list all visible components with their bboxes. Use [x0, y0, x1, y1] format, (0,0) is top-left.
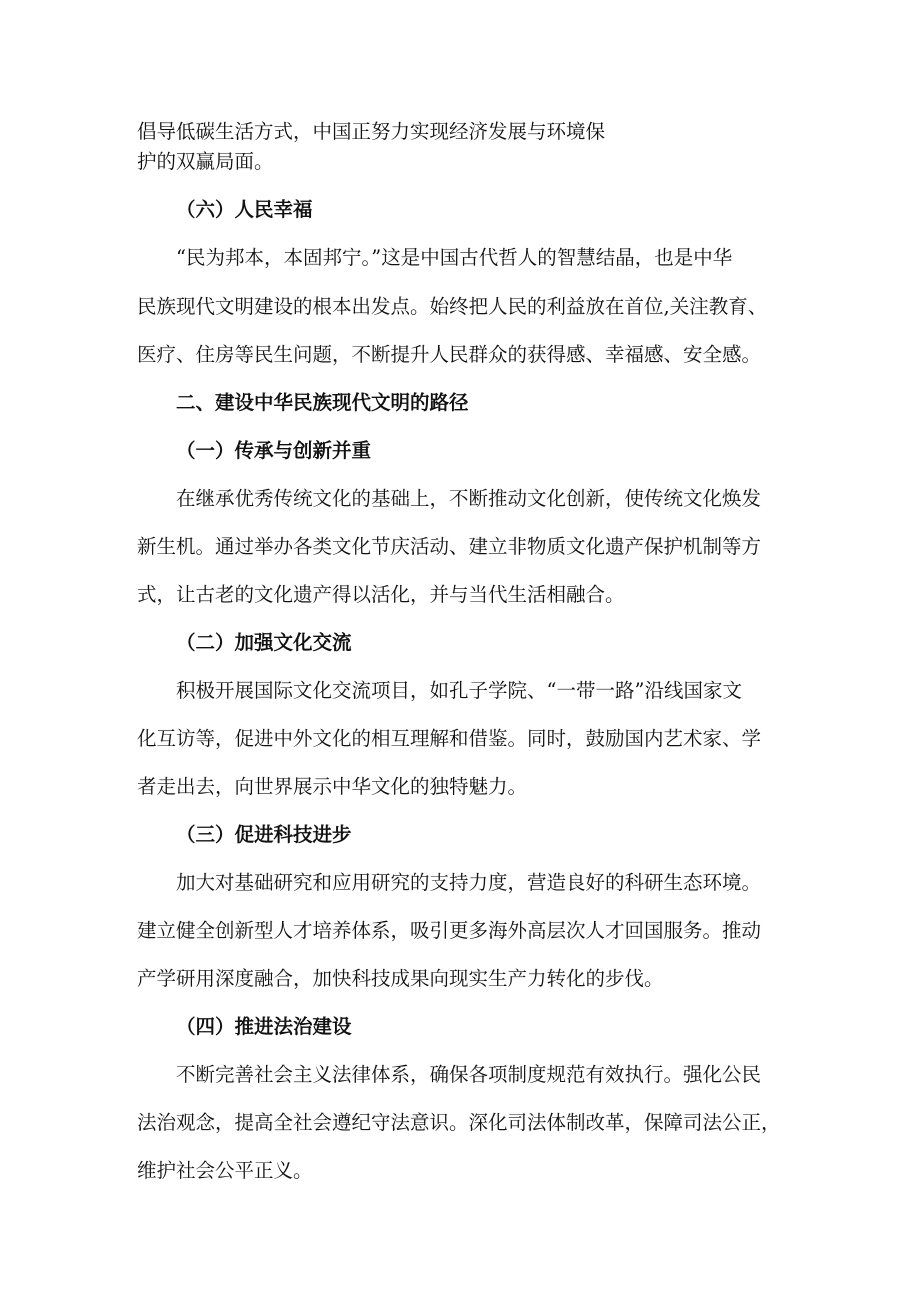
- text-line: 维护社会公平正义。: [137, 1159, 313, 1182]
- text-line: 化互访等，促进中外文化的相互理解和借鉴。同时，鼓励国内艺术家、学: [137, 727, 762, 750]
- text-line: 式，让古老的文化遗产得以活化，并与当代生活相融合。: [137, 583, 625, 606]
- text-line: 法治观念，提高全社会遵纪守法意识。深化司法体制改革，保障司法公正，: [137, 1111, 781, 1134]
- section-title-path: 二、建设中华民族现代文明的路径: [176, 391, 469, 414]
- heading-rule-of-law: （四）推进法治建设: [176, 1015, 352, 1038]
- heading-tech-progress: （三）促进科技进步: [176, 823, 352, 846]
- text-line: 民族现代文明建设的根本出发点。始终把人民的利益放在首位,关注教育、: [137, 295, 768, 318]
- heading-inherit-innovate: （一）传承与创新并重: [176, 439, 372, 462]
- text-line: 加大对基础研究和应用研究的支持力度，营造良好的科研生态环境。: [176, 871, 762, 894]
- text-line: 医疗、住房等民生问题，不断提升人民群众的获得感、幸福感、安全感。: [137, 343, 762, 366]
- heading-cultural-exchange: （二）加强文化交流: [176, 631, 352, 654]
- text-line: 新生机。通过举办各类文化节庆活动、建立非物质文化遗产保护机制等方: [137, 535, 762, 558]
- text-line: 建立健全创新型人才培养体系，吸引更多海外高层次人才回国服务。推动: [137, 919, 762, 942]
- text-line: 者走出去，向世界展示中华文化的独特魅力。: [137, 775, 528, 798]
- heading-people-happiness: （六）人民幸福: [176, 198, 313, 221]
- text-line: 不断完善社会主义法律体系，确保各项制度规范有效执行。强化公民: [176, 1063, 762, 1086]
- text-line: 产学研用深度融合，加快科技成果向现实生产力转化的步伐。: [137, 967, 664, 990]
- text-line: “民为邦本，本固邦宁。”这是中国古代哲人的智慧结晶，也是中华: [176, 246, 733, 269]
- text-line: 倡导低碳生活方式，中国正努力实现经济发展与环境保: [137, 120, 606, 143]
- text-line: 在继承优秀传统文化的基础上，不断推动文化创新，使传统文化焕发: [176, 487, 762, 510]
- text-line: 积极开展国际文化交流项目，如孔子学院、“一带一路”沿线国家文: [176, 679, 742, 702]
- text-line: 护的双赢局面。: [137, 150, 274, 173]
